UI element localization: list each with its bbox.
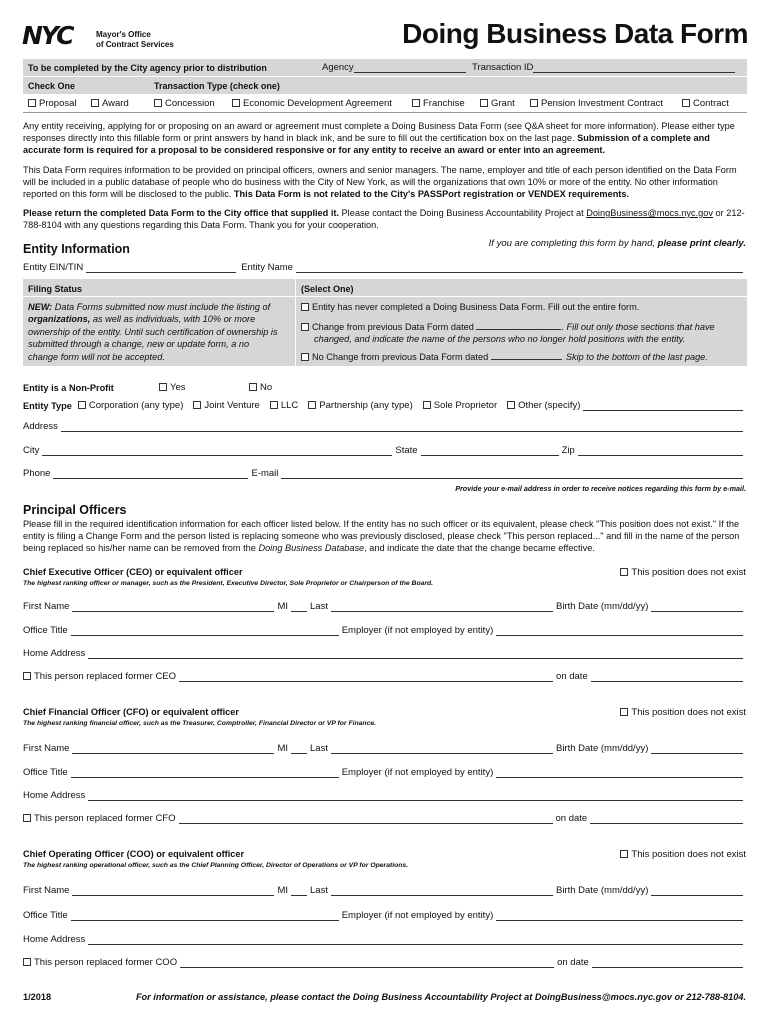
agency-input[interactable] [354, 63, 466, 73]
ceo-birth-label: Birth Date (mm/dd/yy) [555, 601, 649, 612]
type-sole[interactable] [423, 400, 497, 411]
cfo-mi-input[interactable] [291, 744, 307, 754]
cfo-title-row [23, 767, 746, 778]
footer-contact: For information or assistance, please contact the Doing Business Accountability Project at DoingBusiness@mocs.nyc.gov or 212-788-8104. [135, 992, 746, 1002]
ceo-not-exist[interactable] [620, 567, 746, 578]
coo-employer-input[interactable] [496, 911, 743, 921]
coo-first-name-input[interactable] [72, 886, 274, 896]
contact-email-link[interactable]: DoingBusiness@mocs.nyc.gov [586, 208, 713, 218]
office-line-1: Mayor's Office [96, 30, 151, 39]
print-note-bold: please print clearly. [657, 238, 746, 249]
entity-type-label: Entity Type [23, 401, 72, 411]
phone-label: Phone [23, 468, 51, 479]
cfo-replaced-label: This person replaced former CFO [34, 813, 176, 824]
coo-on-date-input[interactable] [592, 958, 743, 968]
filing-opt-nochange-note: . Skip to the bottom of the last page. [560, 352, 708, 362]
opt-franchise[interactable] [412, 98, 465, 109]
office-name [96, 30, 174, 50]
check-one-label: Check One [28, 81, 76, 91]
ceo-office-title-input[interactable] [71, 626, 339, 636]
agency-label: Agency [322, 62, 354, 73]
cfo-employer-input[interactable] [496, 768, 743, 778]
transaction-id-field [472, 62, 735, 73]
city-label: City [23, 445, 40, 456]
filing-opt-change-note: . Fill out only those sections that have [561, 322, 715, 332]
cfo-desc: The highest ranking financial officer, such as the Treasurer, Comptroller, Financial Director or VP for Finance. [23, 720, 377, 727]
new-notice-label: NEW: [28, 302, 53, 312]
transaction-type-label: Transaction Type (check one) [154, 81, 280, 91]
opt-grant[interactable] [480, 98, 515, 109]
checkbox-icon[interactable] [154, 99, 162, 107]
new-notice [28, 301, 278, 363]
ceo-last-label: Last [310, 601, 328, 612]
coo-address-row [23, 934, 746, 945]
coo-title-row [23, 910, 746, 921]
cfo-on-date-input[interactable] [590, 814, 743, 824]
type-sole-label: Sole Proprietor [433, 400, 498, 411]
checkbox-icon[interactable] [78, 401, 86, 409]
email-input[interactable] [281, 469, 743, 479]
intro-p3-text: Please contact the Doing Business Accountability Project at [339, 208, 587, 218]
coo-on-date-label: on date [557, 957, 589, 968]
officers-section-title: Principal Officers [23, 503, 127, 517]
print-note-text: If you are completing this form by hand, [488, 238, 658, 249]
checkbox-icon[interactable] [249, 383, 257, 391]
opt-eda[interactable] [232, 98, 392, 109]
entity-name-label: Entity Name [241, 262, 293, 273]
address-row [23, 421, 746, 432]
type-corp[interactable] [78, 400, 184, 411]
checkbox-icon[interactable] [308, 401, 316, 409]
coo-employer-label: Employer (if not employed by entity) [341, 910, 494, 921]
opt-award-label: Award [102, 98, 129, 109]
cfo-replaced-input[interactable] [179, 814, 553, 824]
ceo-birth-input[interactable] [651, 602, 743, 612]
agency-field [322, 62, 466, 73]
cfo-first-name-label: First Name [23, 743, 70, 754]
type-other-input[interactable] [583, 401, 743, 411]
opt-eda-label: Economic Development Agreement [243, 98, 392, 109]
coo-name-row [23, 885, 746, 896]
intro-p1-text: Any entity receiving, applying for or proposing on an award or agreement must complete a Doing Business Data Form (see Q&A sheet for more information). Please either type responses directly into this fillable form or print answers by hand in black ink, and be sure to fill out the certification box on the last page. [23, 121, 735, 144]
select-one-label: (Select One) [301, 284, 354, 294]
cfo-on-date-label: on date [555, 813, 588, 824]
checkbox-icon[interactable] [480, 99, 488, 107]
ceo-employer-input[interactable] [496, 626, 743, 636]
new-notice-text-a: Data Forms submitted now must include the listing of [52, 302, 271, 312]
filing-opt-change-note-2: changed, and indicate the name of the persons who no longer hold positions with the entity. [314, 334, 686, 345]
page-title: Doing Business Data Form [402, 18, 748, 49]
cfo-not-exist-label: This position does not exist [631, 707, 746, 718]
filing-opt-change-label: Change from previous Data Form dated [312, 322, 474, 332]
intro-paragraph-2 [23, 164, 746, 201]
officers-intro-text: Please fill in the required identification information for each officer listed below. If the entity has no such officer or its equivalent, please check "This position does not exist." If the entity is filing a Change Form and the person listed is replacing someone who was previously disclosed, please check "This person replaced..." and fill in the name of the person being replaced so his/her name can be removed from the [23, 519, 740, 554]
email-note: Provide your e-mail address in order to receive notices regarding this form by e-mail. [455, 484, 746, 493]
zip-input[interactable] [578, 446, 743, 456]
nochange-date-input[interactable] [491, 350, 561, 360]
checkbox-icon[interactable] [620, 568, 628, 576]
cfo-last-input[interactable] [331, 744, 553, 754]
opt-proposal[interactable] [28, 98, 77, 109]
opt-concession[interactable] [154, 98, 215, 109]
coo-not-exist[interactable] [620, 849, 746, 860]
intro-p3-text-2: or 212-788-8104 with any questions regarding this Data Form. Thank you for your cooperation. [23, 208, 745, 231]
coo-replaced-label: This person replaced former COO [34, 957, 178, 968]
cfo-mi-label: MI [277, 743, 289, 754]
ein-label: Entity EIN/TIN [23, 262, 84, 273]
opt-grant-label: Grant [491, 98, 515, 109]
nyc-logo [22, 21, 88, 50]
checkbox-icon[interactable] [620, 850, 628, 858]
new-notice-text-c: as well as individuals, with 10% or more ownership of the entity. Until such certification of ownership is submitted through a change, new or update form, a no change form will not be accepted. [28, 314, 278, 362]
cfo-last-label: Last [310, 743, 328, 754]
checkbox-icon[interactable] [91, 99, 99, 107]
address-label: Address [23, 421, 58, 432]
intro-p3-bold: Please return the completed Data Form to the City office that supplied it. [23, 208, 339, 218]
checkbox-icon[interactable] [28, 99, 36, 107]
checkbox-icon[interactable] [23, 814, 31, 822]
checkbox-icon[interactable] [193, 401, 201, 409]
checkbox-icon[interactable] [232, 99, 240, 107]
intro-paragraph-1 [23, 120, 746, 157]
type-llc-label: LLC [280, 400, 299, 411]
cfo-replaced[interactable] [23, 813, 176, 824]
form-date: 1/2018 [23, 992, 52, 1002]
intro-paragraph-3 [23, 207, 746, 231]
ceo-office-title-label: Office Title [23, 625, 68, 636]
type-partner[interactable] [308, 400, 412, 411]
type-llc[interactable] [270, 400, 298, 411]
checkbox-icon[interactable] [507, 401, 515, 409]
opt-pension-label: Pension Investment Contract [541, 98, 663, 109]
type-jv-label: Joint Venture [204, 400, 260, 411]
coo-not-exist-label: This position does not exist [631, 849, 746, 860]
checkbox-icon[interactable] [682, 99, 690, 107]
nonprofit-no-label: No [260, 382, 273, 393]
ceo-not-exist-label: This position does not exist [631, 567, 746, 578]
coo-home-address-label: Home Address [23, 934, 86, 945]
coo-replaced[interactable] [23, 957, 177, 968]
ein-input[interactable] [86, 263, 236, 273]
ceo-name-row [23, 601, 746, 612]
opt-contract[interactable] [682, 98, 729, 109]
cfo-home-address-label: Home Address [23, 790, 86, 801]
nonprofit-label: Entity is a Non-Profit [23, 383, 114, 393]
cfo-not-exist[interactable] [620, 707, 746, 718]
coo-title: Chief Operating Officer (COO) or equivalent officer [23, 849, 245, 859]
checkbox-icon[interactable] [23, 958, 31, 966]
checkbox-icon[interactable] [23, 672, 31, 680]
intro-p2-text: This Data Form requires information to be provided on principal officers, owners and senior managers. The name, employer and title of each person identified on the Data Form will be included in a public database of people who do business with the City of New York, as will the organizations that own 10% or more of the entity. No other information reported on this form will be disclosed to the public. [23, 165, 737, 200]
checkbox-icon[interactable] [620, 708, 628, 716]
opt-award[interactable] [91, 98, 129, 109]
ceo-mi-label: MI [277, 601, 289, 612]
checkbox-icon[interactable] [301, 323, 309, 331]
opt-franchise-label: Franchise [423, 98, 465, 109]
officers-intro-text-2: , and indicate the date that the change became effective. [364, 543, 595, 554]
coo-office-title-label: Office Title [23, 910, 68, 921]
intro-p1-bold: Submission of a complete and accurate form is required for a proposal to be considered responsive or for any entity to receive an award or enter into an agreement. [23, 133, 710, 156]
coo-mi-input[interactable] [291, 886, 307, 896]
coo-office-title-input[interactable] [71, 911, 339, 921]
opt-proposal-label: Proposal [39, 98, 77, 109]
ceo-replaced[interactable] [23, 671, 176, 682]
ceo-first-name-input[interactable] [72, 602, 274, 612]
ceo-on-date-label: on date [556, 671, 588, 682]
officers-intro [23, 518, 746, 555]
cfo-office-title-input[interactable] [71, 768, 339, 778]
coo-mi-label: MI [277, 885, 289, 896]
phone-input[interactable] [53, 469, 248, 479]
ceo-home-address-input[interactable] [88, 649, 743, 659]
cfo-birth-input[interactable] [651, 744, 743, 754]
cfo-replaced-row [23, 813, 746, 824]
entity-name-input[interactable] [296, 263, 743, 273]
change-date-input[interactable] [476, 320, 561, 330]
cfo-name-row [23, 743, 746, 754]
entity-type-row [23, 400, 746, 411]
phone-row [23, 468, 746, 479]
coo-replaced-input[interactable] [180, 958, 554, 968]
opt-pension[interactable] [530, 98, 663, 109]
coo-last-label: Last [310, 885, 328, 896]
checkbox-icon[interactable] [423, 401, 431, 409]
city-row [23, 445, 746, 456]
checkbox-icon[interactable] [301, 303, 309, 311]
ceo-replaced-input[interactable] [179, 672, 553, 682]
intro-p2-bold: This Data Form is not related to the City's PASSPort registration or VENDEX requirements. [233, 189, 630, 200]
cfo-address-row [23, 790, 746, 801]
opt-contract-label: Contract [693, 98, 729, 109]
officers-intro-db: Doing Business Database [258, 543, 365, 554]
entity-id-row [23, 262, 746, 273]
filing-opt-never-label: Entity has never completed a Doing Business Data Form. Fill out the entire form. [312, 302, 640, 312]
ceo-mi-input[interactable] [291, 602, 307, 612]
ceo-employer-label: Employer (if not employed by entity) [341, 625, 494, 636]
coo-home-address-input[interactable] [88, 935, 743, 945]
nonprofit-no[interactable] [249, 382, 272, 393]
ceo-on-date-input[interactable] [591, 672, 743, 682]
type-jv[interactable] [193, 400, 259, 411]
type-corp-label: Corporation (any type) [88, 400, 184, 411]
ceo-title-row [23, 625, 746, 636]
opt-concession-label: Concession [165, 98, 215, 109]
ceo-last-input[interactable] [331, 602, 553, 612]
ceo-replaced-row [23, 671, 746, 682]
address-input[interactable] [61, 422, 743, 432]
office-line-2: of Contract Services [96, 40, 174, 49]
cfo-birth-label: Birth Date (mm/dd/yy) [555, 743, 649, 754]
checkbox-icon[interactable] [270, 401, 278, 409]
checkbox-icon[interactable] [412, 99, 420, 107]
type-other[interactable] [507, 400, 580, 411]
ceo-desc: The highest ranking officer or manager, such as the President, Executive Director, Sole Proprietor or Chairperson of the Board. [23, 580, 434, 587]
type-partner-label: Partnership (any type) [319, 400, 413, 411]
city-input[interactable] [42, 446, 392, 456]
coo-replaced-row [23, 957, 746, 968]
coo-birth-label: Birth Date (mm/dd/yy) [555, 885, 649, 896]
cfo-office-title-label: Office Title [23, 767, 68, 778]
cfo-employer-label: Employer (if not employed by entity) [341, 767, 494, 778]
cfo-title: Chief Financial Officer (CFO) or equivalent officer [23, 707, 239, 717]
completed-by-label: To be completed by the City agency prior to distribution [28, 63, 267, 73]
checkbox-icon[interactable] [159, 383, 167, 391]
ceo-first-name-label: First Name [23, 601, 70, 612]
checkbox-icon[interactable] [301, 353, 309, 361]
cfo-home-address-input[interactable] [88, 791, 743, 801]
state-input[interactable] [421, 446, 559, 456]
filing-opt-change[interactable] [301, 320, 715, 346]
type-other-label: Other (specify) [518, 400, 581, 411]
email-label: E-mail [251, 468, 279, 479]
coo-desc: The highest ranking operational officer, such as the Chief Planning Officer, Director of Operations or VP for Operations. [23, 862, 409, 869]
nonprofit-yes[interactable] [159, 382, 186, 393]
entity-section-title: Entity Information [23, 242, 130, 256]
coo-first-name-label: First Name [23, 885, 70, 896]
new-notice-text-b: organizations, [28, 314, 91, 325]
ceo-replaced-label: This person replaced former CEO [34, 671, 177, 682]
filing-opt-nochange-label: No Change from previous Data Form dated [312, 352, 489, 362]
nyc-logo-text: NYC [22, 21, 73, 50]
transaction-id-label: Transaction ID [472, 62, 534, 73]
nonprofit-yes-label: Yes [170, 382, 186, 393]
filing-opt-never[interactable] [301, 302, 639, 312]
coo-birth-input[interactable] [651, 886, 743, 896]
print-note [489, 238, 746, 249]
filing-opt-nochange[interactable] [301, 350, 708, 362]
ceo-address-row [23, 648, 746, 659]
checkbox-icon[interactable] [530, 99, 538, 107]
ceo-home-address-label: Home Address [23, 648, 86, 659]
zip-label: Zip [561, 445, 575, 456]
ceo-title: Chief Executive Officer (CEO) or equivalent officer [23, 567, 243, 577]
coo-last-input[interactable] [331, 886, 553, 896]
filing-status-label: Filing Status [28, 284, 82, 294]
transaction-id-input[interactable] [533, 63, 735, 73]
cfo-first-name-input[interactable] [72, 744, 274, 754]
state-label: State [395, 445, 418, 456]
